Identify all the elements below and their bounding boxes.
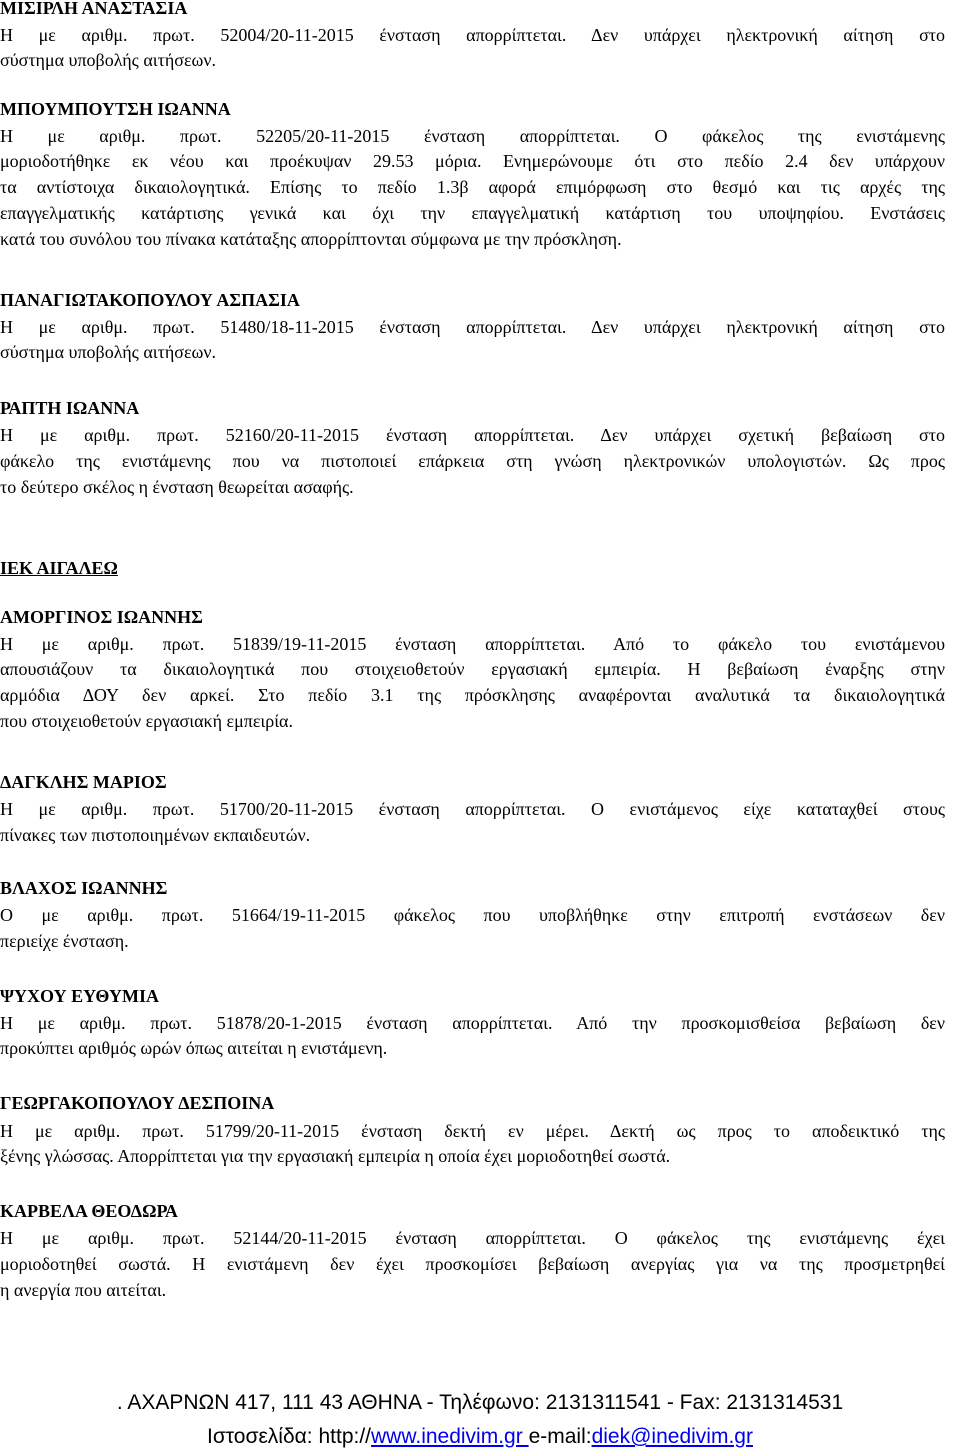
applicant-name: ΜΙΣΙΡΛΗ ΑΝΑΣΤΑΣΙΑ <box>0 0 188 18</box>
applicant-name: ΠΑΝΑΓΙΩΤΑΚΟΠΟΥΛΟΥ ΑΣΠΑΣΙΑ <box>0 290 300 310</box>
decision-text-line: που στοιχειοθετούν εργασιακή εμπειρία. <box>0 711 293 731</box>
decision-text-line: Η με αριθμ. πρωτ. 51878/20-1-2015 ένσταση απορρίπτεται. Από την προσκομισθείσα βεβαίωση δεν <box>0 1013 945 1033</box>
decision-text-line: φάκελο της ενιστάμενης που να πιστοποιεί επάρκεια στη γνώση ηλεκτρονικών υπολογιστών. Ως προς <box>0 451 945 471</box>
email-link[interactable]: diek@inedivim.gr <box>591 1425 753 1448</box>
section-heading: ΙΕΚ ΑΙΓΑΛΕΩ <box>0 558 118 578</box>
decision-text-line: Η με αριθμ. πρωτ. 52205/20-11-2015 ένσταση απορρίπτεται. Ο φάκελος της ενιστάμενης <box>0 126 945 146</box>
decision-text-line: Η με αριθμ. πρωτ. 52004/20-11-2015 ένσταση απορρίπτεται. Δεν υπάρχει ηλεκτρονική αίτηση στο <box>0 24 945 45</box>
applicant-name: ΜΠΟΥΜΠΟΥΤΣΗ ΙΩΑΝΝΑ <box>0 99 231 119</box>
decision-text-line: πίνακες των πιστοποιημένων εκπαιδευτών. <box>0 825 311 845</box>
decision-text-line: ξένης γλώσσας. Απορρίπτεται για την εργασιακή εμπειρία η οποία έχει μοριοδοτηθεί σωστά. <box>0 1146 671 1166</box>
decision-text-line: το δεύτερο σκέλος η ένσταση θεωρείται ασαφής. <box>0 477 354 497</box>
decision-text-line: Η με αριθμ. πρωτ. 51839/19-11-2015 ένσταση απορρίπτεται. Από το φάκελο του ενιστάμενου <box>0 634 945 654</box>
applicant-name: ΚΑΡΒΕΛΑ ΘΕΟΔΩΡΑ <box>0 1201 178 1221</box>
decision-text-line: μοριοδοτήθηκε εκ νέου και προέκυψαν 29.53 μόρια. Ενημερώνουμε ότι στο πεδίο 2.4 δεν υπάρχουν <box>0 151 945 171</box>
decision-text-line: η ανεργία που αιτείται. <box>0 1280 167 1300</box>
decision-text-line: κατά του συνόλου του πίνακα κατάταξης απορρίπτονται σύμφωνα με την πρόσκληση. <box>0 229 622 249</box>
footer-dot: . <box>116 1391 128 1414</box>
decision-text-line: Η με αριθμ. πρωτ. 51480/18-11-2015 ένσταση απορρίπτεται. Δεν υπάρχει ηλεκτρονική αίτηση στο <box>0 317 945 337</box>
decision-text-line: Η με αριθμ. πρωτ. 51799/20-11-2015 ένσταση δεκτή εν μέρει. Δεκτή ως προς το αποδεικτικό της <box>0 1121 945 1141</box>
footer-email-label: e-mail: <box>528 1425 592 1448</box>
decision-text-line: σύστημα υποβολής αιτήσεων. <box>0 50 216 70</box>
decision-text-line: προκύπτει αριθμός ωρών όπως αιτείται η ενιστάμενη. <box>0 1038 388 1058</box>
decision-text-line: Ο με αριθμ. πρωτ. 51664/19-11-2015 φάκελος που υποβλήθηκε στην επιτροπή ενστάσεων δεν <box>0 905 945 925</box>
decision-text-line: μοριοδοτηθεί σωστά. Η ενιστάμενη δεν έχει προσκομίσει βεβαίωση ανεργίας για να της προσμετρηθεί <box>0 1254 945 1274</box>
footer-address-text: ΑΧΑΡΝΩΝ 417, 111 43 ΑΘΗΝΑ - Τηλέφωνο: 2131311541 - Fax: 2131314531 <box>127 1391 844 1414</box>
decision-text-line: επαγγελματικής κατάρτισης γενικά και όχι την επαγγελματική κατάρτιση του υποψηφίου. Ενστάσεις <box>0 203 945 223</box>
footer-address <box>0 1390 960 1416</box>
decision-text-line: τα αντίστοιχα δικαιολογητικά. Επίσης το πεδίο 1.3β αφορά επιμόρφωση στο θεσμό και τις αρχές της <box>0 177 945 197</box>
applicant-name: ΑΜΟΡΓΙΝΟΣ ΙΩΑΝΝΗΣ <box>0 607 203 627</box>
applicant-name: ΨΥΧΟΥ ΕΥΘΥΜΙΑ <box>0 986 159 1006</box>
website-link[interactable]: www.inedivim.gr <box>371 1425 529 1448</box>
footer-contact <box>0 1424 960 1450</box>
decision-text-line: Η με αριθμ. πρωτ. 52160/20-11-2015 ένσταση απορρίπτεται. Δεν υπάρχει σχετική βεβαίωση στο <box>0 425 945 445</box>
applicant-name: ΓΕΩΡΓΑΚΟΠΟΥΛΟΥ ΔΕΣΠΟΙΝΑ <box>0 1093 275 1113</box>
decision-text-line: Η με αριθμ. πρωτ. 51700/20-11-2015 ένσταση απορρίπτεται. Ο ενιστάμενος είχε καταταχθεί στους <box>0 799 945 819</box>
applicant-name: ΡΑΠΤΗ ΙΩΑΝΝΑ <box>0 398 140 418</box>
applicant-name: ΒΛΑΧΟΣ ΙΩΑΝΝΗΣ <box>0 878 168 898</box>
decision-text-line: αρμόδια ΔΟΥ δεν αρκεί. Στο πεδίο 3.1 της πρόσκλησης αναφέρονται αναλυτικά τα δικαιολογητικά <box>0 685 945 705</box>
applicant-name: ΔΑΓΚΛΗΣ ΜΑΡΙΟΣ <box>0 772 167 792</box>
decision-text-line: περιείχε ένσταση. <box>0 931 129 951</box>
decision-text-line: απουσιάζουν τα δικαιολογητικά που στοιχειοθετούν εργασιακή εμπειρία. Η βεβαίωση έναρξης στην <box>0 659 945 679</box>
decision-text-line: Η με αριθμ. πρωτ. 52144/20-11-2015 ένσταση απορρίπτεται. Ο φάκελος της ενιστάμενης έχει <box>0 1228 945 1248</box>
decision-text-line: σύστημα υποβολής αιτήσεων. <box>0 342 216 362</box>
footer-website-label: Ιστοσελίδα: http:// <box>207 1425 372 1448</box>
